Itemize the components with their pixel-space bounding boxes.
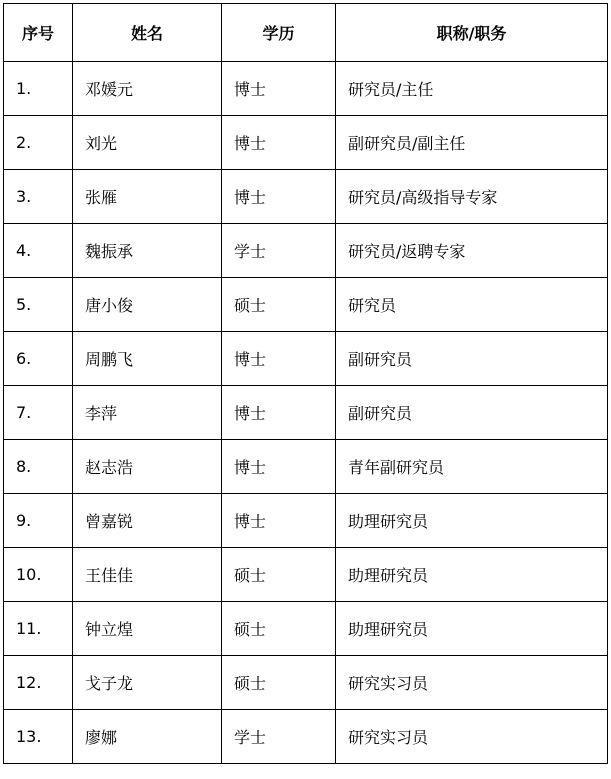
table-row <box>4 386 608 440</box>
header-number: 序号 <box>4 4 73 62</box>
cell-title: 副研究员/副主任 <box>336 116 608 170</box>
cell-degree: 博士 <box>222 386 336 440</box>
cell-title: 副研究员 <box>336 332 608 386</box>
staff-table <box>3 3 608 764</box>
cell-title: 研究员/返聘专家 <box>336 224 608 278</box>
cell-name: 刘光 <box>73 116 222 170</box>
cell-number: 2. <box>4 116 73 170</box>
cell-degree: 博士 <box>222 440 336 494</box>
cell-number: 8. <box>4 440 73 494</box>
cell-title: 研究员/高级指导专家 <box>336 170 608 224</box>
cell-number: 10. <box>4 548 73 602</box>
table-row <box>4 440 608 494</box>
cell-degree: 博士 <box>222 116 336 170</box>
cell-degree: 硕士 <box>222 548 336 602</box>
cell-number: 1. <box>4 62 73 116</box>
cell-title: 研究实习员 <box>336 710 608 764</box>
cell-title: 研究员/主任 <box>336 62 608 116</box>
cell-degree: 硕士 <box>222 602 336 656</box>
cell-degree: 博士 <box>222 170 336 224</box>
cell-degree: 学士 <box>222 710 336 764</box>
cell-name: 曾嘉锐 <box>73 494 222 548</box>
table-row <box>4 116 608 170</box>
cell-number: 12. <box>4 656 73 710</box>
cell-degree: 硕士 <box>222 656 336 710</box>
cell-number: 4. <box>4 224 73 278</box>
cell-number: 3. <box>4 170 73 224</box>
cell-degree: 博士 <box>222 62 336 116</box>
table-row <box>4 332 608 386</box>
cell-degree: 博士 <box>222 332 336 386</box>
table-row <box>4 278 608 332</box>
cell-name: 赵志浩 <box>73 440 222 494</box>
table-row <box>4 656 608 710</box>
table-row <box>4 224 608 278</box>
table-row <box>4 62 608 116</box>
cell-number: 7. <box>4 386 73 440</box>
cell-title: 助理研究员 <box>336 548 608 602</box>
table-body <box>4 62 608 764</box>
cell-title: 青年副研究员 <box>336 440 608 494</box>
table-row <box>4 548 608 602</box>
header-degree: 学历 <box>222 4 336 62</box>
cell-degree: 学士 <box>222 224 336 278</box>
cell-title: 助理研究员 <box>336 602 608 656</box>
table-row <box>4 602 608 656</box>
cell-name: 李萍 <box>73 386 222 440</box>
cell-name: 魏振承 <box>73 224 222 278</box>
cell-name: 邓媛元 <box>73 62 222 116</box>
cell-name: 钟立煌 <box>73 602 222 656</box>
cell-number: 11. <box>4 602 73 656</box>
table-row <box>4 170 608 224</box>
cell-number: 9. <box>4 494 73 548</box>
cell-title: 研究员 <box>336 278 608 332</box>
cell-number: 5. <box>4 278 73 332</box>
header-title: 职称/职务 <box>336 4 608 62</box>
cell-degree: 硕士 <box>222 278 336 332</box>
cell-title: 副研究员 <box>336 386 608 440</box>
table-row <box>4 494 608 548</box>
cell-title: 助理研究员 <box>336 494 608 548</box>
cell-name: 戈子龙 <box>73 656 222 710</box>
table-header <box>4 4 608 62</box>
cell-degree: 博士 <box>222 494 336 548</box>
cell-title: 研究实习员 <box>336 656 608 710</box>
cell-number: 6. <box>4 332 73 386</box>
header-name: 姓名 <box>73 4 222 62</box>
table-row <box>4 710 608 764</box>
header-row <box>4 4 608 62</box>
cell-name: 张雁 <box>73 170 222 224</box>
cell-number: 13. <box>4 710 73 764</box>
cell-name: 王佳佳 <box>73 548 222 602</box>
cell-name: 唐小俊 <box>73 278 222 332</box>
cell-name: 周鹏飞 <box>73 332 222 386</box>
cell-name: 廖娜 <box>73 710 222 764</box>
